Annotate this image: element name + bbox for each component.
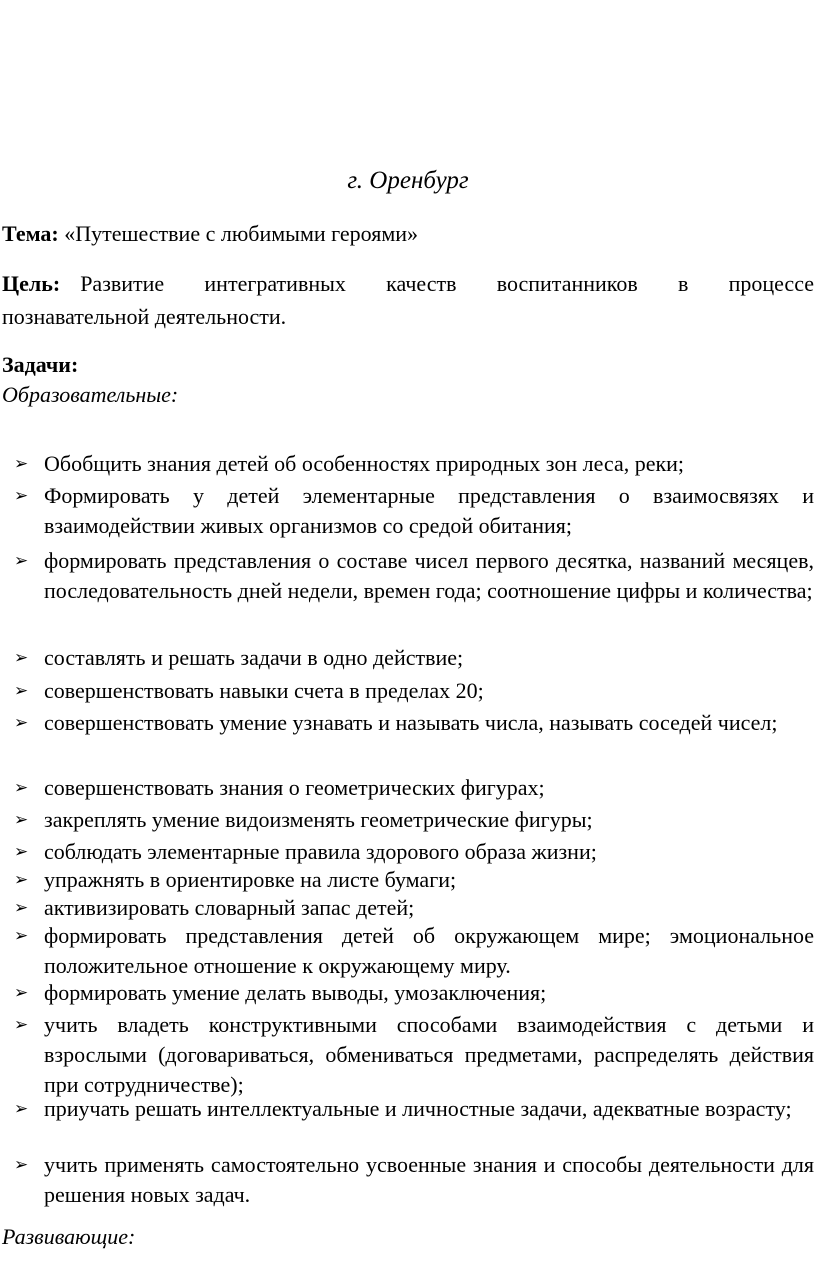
goal-label: Цель: — [2, 271, 61, 296]
task-item: приучать решать интеллектуальные и личностные задачи, адекватные возрасту; — [44, 1096, 792, 1121]
task-item: закреплять умение видоизменять геометрические фигуры; — [44, 807, 593, 832]
arrow-bullet-icon: ➢ — [14, 983, 29, 1003]
arrow-bullet-icon: ➢ — [14, 486, 29, 506]
arrow-bullet-icon: ➢ — [14, 926, 29, 946]
task-item: учить применять самостоятельно усвоенные знания и способы деятельности для решения новых задач. — [44, 1152, 814, 1207]
arrow-bullet-icon: ➢ — [14, 898, 29, 918]
arrow-bullet-icon: ➢ — [14, 842, 29, 862]
arrow-bullet-icon: ➢ — [14, 454, 29, 474]
arrow-bullet-icon: ➢ — [14, 551, 29, 571]
city-heading: г. Оренбург — [347, 167, 469, 194]
arrow-bullet-icon: ➢ — [14, 681, 29, 701]
task-item: формировать представления о составе чисел первого десятка, названий месяцев, последовательность дней недели, времен года; соотношение цифры и количества; — [44, 548, 814, 603]
task-item: совершенствовать знания о геометрических фигурах; — [44, 775, 545, 800]
task-item: составлять и решать задачи в одно действие; — [44, 645, 464, 670]
arrow-bullet-icon: ➢ — [14, 778, 29, 798]
arrow-bullet-icon: ➢ — [14, 1015, 29, 1035]
goal-text-line-1: Развитие интегративных качеств воспитанников в процессе — [80, 271, 814, 296]
task-item: совершенствовать навыки счета в пределах 20; — [44, 678, 484, 703]
tasks-label: Задачи: — [2, 352, 79, 377]
developmental-heading: Развивающие: — [2, 1224, 136, 1249]
task-item: учить владеть конструктивными способами взаимодействия с детьми и взрослыми (договариваться, обмениваться предметами, распределять действия при сотрудничестве); — [44, 1012, 814, 1097]
task-item: активизировать словарный запас детей; — [44, 895, 415, 920]
topic-line — [2, 219, 814, 249]
goal-line-1 — [2, 269, 814, 299]
educational-heading: Образовательные: — [2, 382, 179, 407]
arrow-bullet-icon: ➢ — [14, 870, 29, 890]
arrow-bullet-icon: ➢ — [14, 648, 29, 668]
task-item: упражнять в ориентировке на листе бумаги; — [44, 867, 457, 892]
topic-label: Тема: — [2, 221, 59, 246]
task-item: соблюдать элементарные правила здорового образа жизни; — [44, 839, 597, 864]
arrow-bullet-icon: ➢ — [14, 810, 29, 830]
task-item: Формировать у детей элементарные представления о взаимосвязях и взаимодействии живых организмов со средой обитания; — [44, 483, 814, 538]
task-item: формировать умение делать выводы, умозаключения; — [44, 980, 547, 1005]
task-item: совершенствовать умение узнавать и называть числа, называть соседей чисел; — [44, 710, 778, 735]
arrow-bullet-icon: ➢ — [14, 713, 29, 733]
topic-value: «Путешествие с любимыми героями» — [64, 221, 419, 246]
task-item: Обобщить знания детей об особенностях природных зон леса, реки; — [44, 451, 685, 476]
arrow-bullet-icon: ➢ — [14, 1099, 29, 1119]
goal-text-line-2: познавательной деятельности. — [2, 304, 287, 329]
task-item: формировать представления детей об окружающем мире; эмоциональное положительное отношение к окружающему миру. — [44, 923, 814, 978]
arrow-bullet-icon: ➢ — [14, 1155, 29, 1175]
